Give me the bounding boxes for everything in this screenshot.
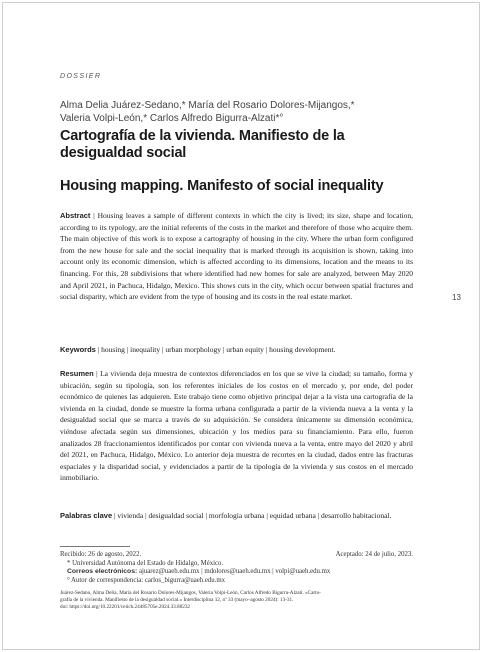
resumen-label: Resumen <box>60 369 94 378</box>
citation-block <box>60 590 413 611</box>
keywords-es <box>60 510 413 522</box>
spanish-title: Cartografía de la vivienda. Manifiesto de la desigualdad social <box>60 128 345 161</box>
page-number: 13 <box>452 293 461 302</box>
received-date: Recibido: 26 de agosto, 2022. <box>60 551 142 558</box>
resumen-paragraph <box>60 368 413 484</box>
accepted-date: Aceptado: 24 de julio, 2023. <box>335 551 413 558</box>
keywords-en <box>60 344 413 356</box>
abstract-paragraph <box>60 210 413 303</box>
dates-row <box>60 551 413 560</box>
abstract-text: | Housing leaves a sample of different contexts in which the city is lived; its size, shape and location, according to its typology, are the initial referents of the costs in the market and therefore of those who acquire them. The main objective of this work is to expose a cartography of housing in the city. Where the urban form configured from the new house for sale and the social inequality that is marked through its acquisition is shown, taking into account only its economic dimension, which is affected according to its dimensions, location and the means to its financing. For this, 28 subdivisions that where identified had new homes for sale are analyzed, between May 2020 and April 2021, in Pachuca, Hidalgo, Mexico. This shows cuts in the city, which occur between spatial fractures and social disparity, which are evident from the type of housing and its costs in the real estate market. <box>60 211 413 302</box>
emails-note <box>60 568 413 577</box>
palabras-clave-text: | vivienda | desigualdad social | morfología urbana | equidad urbana | desarrollo habitacional. <box>112 511 392 520</box>
citation-line-1: Juárez-Sedano, Alma Delia, María del Rosario Dolores-Mijangos, Valeria Volpi-León, Carlos Alfredo Bigurra-Alzati. «Carto- <box>60 590 321 596</box>
correspondence-note: ° Autor de correspondencia: carlos_bigurra@uaeh.edu.mx <box>67 576 226 584</box>
emails-text: ajuarez@uaeh.edu.mx | mdolores@uaeh.edu.mx | volpi@uaeh.edu.mx <box>137 568 331 576</box>
authors-line-1: Alma Delia Juárez-Sedano,* María del Rosario Dolores-Mijangos,* <box>60 100 355 111</box>
footnotes <box>60 551 413 585</box>
author-list <box>60 99 410 125</box>
abstract-label: Abstract <box>60 211 91 220</box>
keywords-text: | housing | inequality | urban morphology | urban equity | housing development. <box>95 345 336 354</box>
authors-line-2: Valeria Volpi-León,* Carlos Alfredo Bigurra-Alzati*° <box>60 113 284 124</box>
keywords-label: Keywords <box>60 345 96 354</box>
palabras-clave-label: Palabras clave <box>60 511 113 520</box>
citation-line-2: grafía de la vivienda. Manifiesto de la desigualdad social.» Interdisciplina 12, nº 33 (mayo–agosto 2024): 13-31. <box>60 597 294 603</box>
emails-label: Correos electrónicos: <box>67 568 138 576</box>
english-title: Housing mapping. Manifesto of social inequality <box>60 178 384 194</box>
footnote-divider <box>60 546 130 547</box>
resumen-text: | La vivienda deja muestra de contextos diferenciados en los que se vive la ciudad; su tamaño, forma y ubicación, según su tipología, son los referentes iniciales de los costos en el mercado y, por ende, del poder económico de quienes las adquieren. Este trabajo tiene como objetivo principal dejar a la vista una cartografía de la vivienda en la ciudad, donde se muestre la forma urbana configurada a partir de la vivienda nueva a la venta y la desigualdad social que se marca a través de su adquisición. Se considera únicamente su dimensión económica, viéndose afectada según sus dimensiones, ubicación y los medios para su financiamiento. Para ello, fueron analizados 28 fraccionamientos identificados por contar con vivienda nueva a la venta, entre mayo del 2020 y abril del 2021, en Pachuca, Hidalgo, México. Lo anterior deja muestra de recortes en la ciudad, dados entre las fracturas espaciales y la disparidad social, y evidenciados a partir de la tipología de la vivienda y sus costos en el mercado inmobiliario. <box>60 369 413 483</box>
section-label: DOSSIER <box>60 73 102 80</box>
affiliation-note: * Universidad Autónoma del Estado de Hidalgo, México. <box>67 559 224 567</box>
doi-link[interactable]: doi: https://doi.org/10.22201/ceiich.24485705e.2024.33.88232 <box>60 604 191 610</box>
